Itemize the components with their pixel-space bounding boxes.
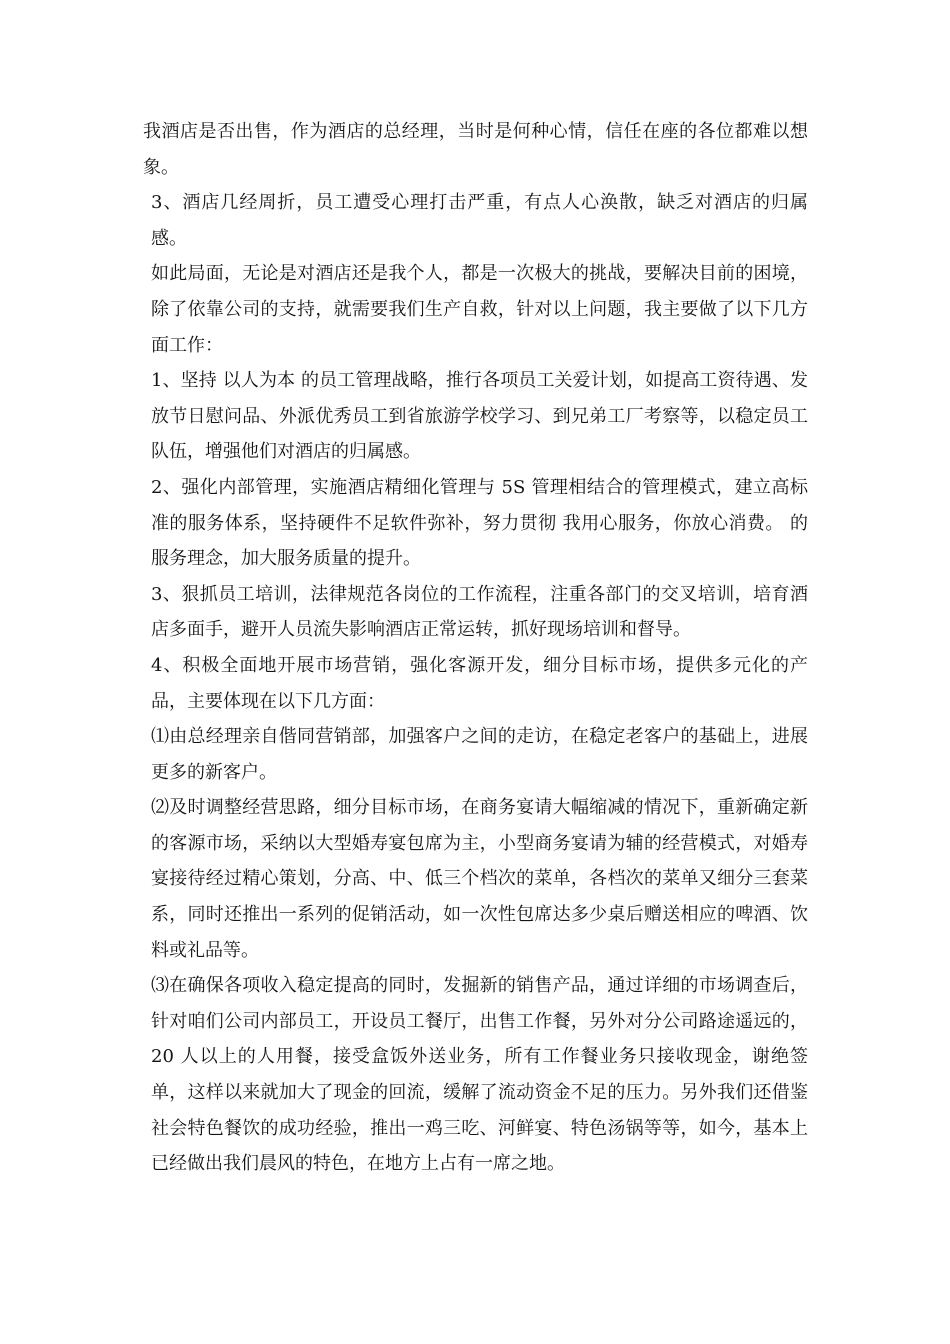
- paragraph-6: 3、狠抓员工培训，法律规范各岗位的工作流程，注重各部门的交叉培训，培育酒店多面手，避开人员流失影响酒店正常运转，抓好现场培训和督导。: [151, 583, 808, 641]
- paragraph-4: 1、坚持 以人为本 的员工管理战略，推行各项员工关爱计划，如提高工资待遇、发放节日慰问品、外派优秀员工到省旅游学校学习、到兄弟工厂考察等，以稳定员工队伍，增强他们对酒店的归属感。: [151, 370, 808, 463]
- paragraph-5: 2、强化内部管理，实施酒店精细化管理与 5S 管理相结合的管理模式，建立高标准的服务体系，坚持硬件不足软件弥补，努力贯彻 我用心服务，你放心消费。 的服务理念，加大服务质量的提升。: [151, 476, 808, 570]
- paragraph-3: 如此局面，无论是对酒店还是我个人，都是一次极大的挑战，要解决目前的困境，除了依靠公司的支持，就需要我们生产自救，针对以上问题，我主要做了以下几方面工作：: [151, 263, 808, 356]
- paragraph-7: 4、积极全面地开展市场营销，强化客源开发，细分目标市场，提供多元化的产品，主要体现在以下几方面：: [151, 654, 808, 712]
- paragraph-2: 3、酒店几经周折，员工遭受心理打击严重，有点人心涣散，缺乏对酒店的归属感。: [151, 192, 808, 249]
- paragraph-10: ⑶在确保各项收入稳定提高的同时，发掘新的销售产品，通过详细的市场调查后，针对咱们公司内部员工，开设员工餐厅，出售工作餐，另外对分公司路途遥远的，20 人以上的人用餐，接受盒饭外送业务，所有工作餐业务只接收现金，谢绝签单，这样以来就加大了现金的回流，缓解了流动资金不足的压力。另外我们还借鉴社会特色餐饮的成功经验，推出一鸡三吃、河鲜宴、特色汤锅等等，如今，基本上已经做出我们晨风的特色，在地方上占有一席之地。: [151, 975, 808, 1175]
- paragraph-8: ⑴由总经理亲自偕同营销部，加强客户之间的走访，在稳定老客户的基础上，进展更多的新客户。: [151, 726, 808, 783]
- paragraph-1: 我酒店是否出售，作为酒店的总经理，当时是何种心情，信任在座的各位都难以想象。: [143, 121, 808, 178]
- paragraph-9: ⑵及时调整经营思路，细分目标市场，在商务宴请大幅缩减的情况下，重新确定新的客源市场，采纳以大型婚寿宴包席为主，小型商务宴请为辅的经营模式，对婚寿宴接待经过精心策划，分高、中、低三个档次的菜单，各档次的菜单又细分三套菜系，同时还推出一系列的促销活动，如一次性包席达多少桌后赠送相应的啤酒、饮料或礼品等。: [151, 797, 808, 961]
- document-body: [143, 114, 808, 1182]
